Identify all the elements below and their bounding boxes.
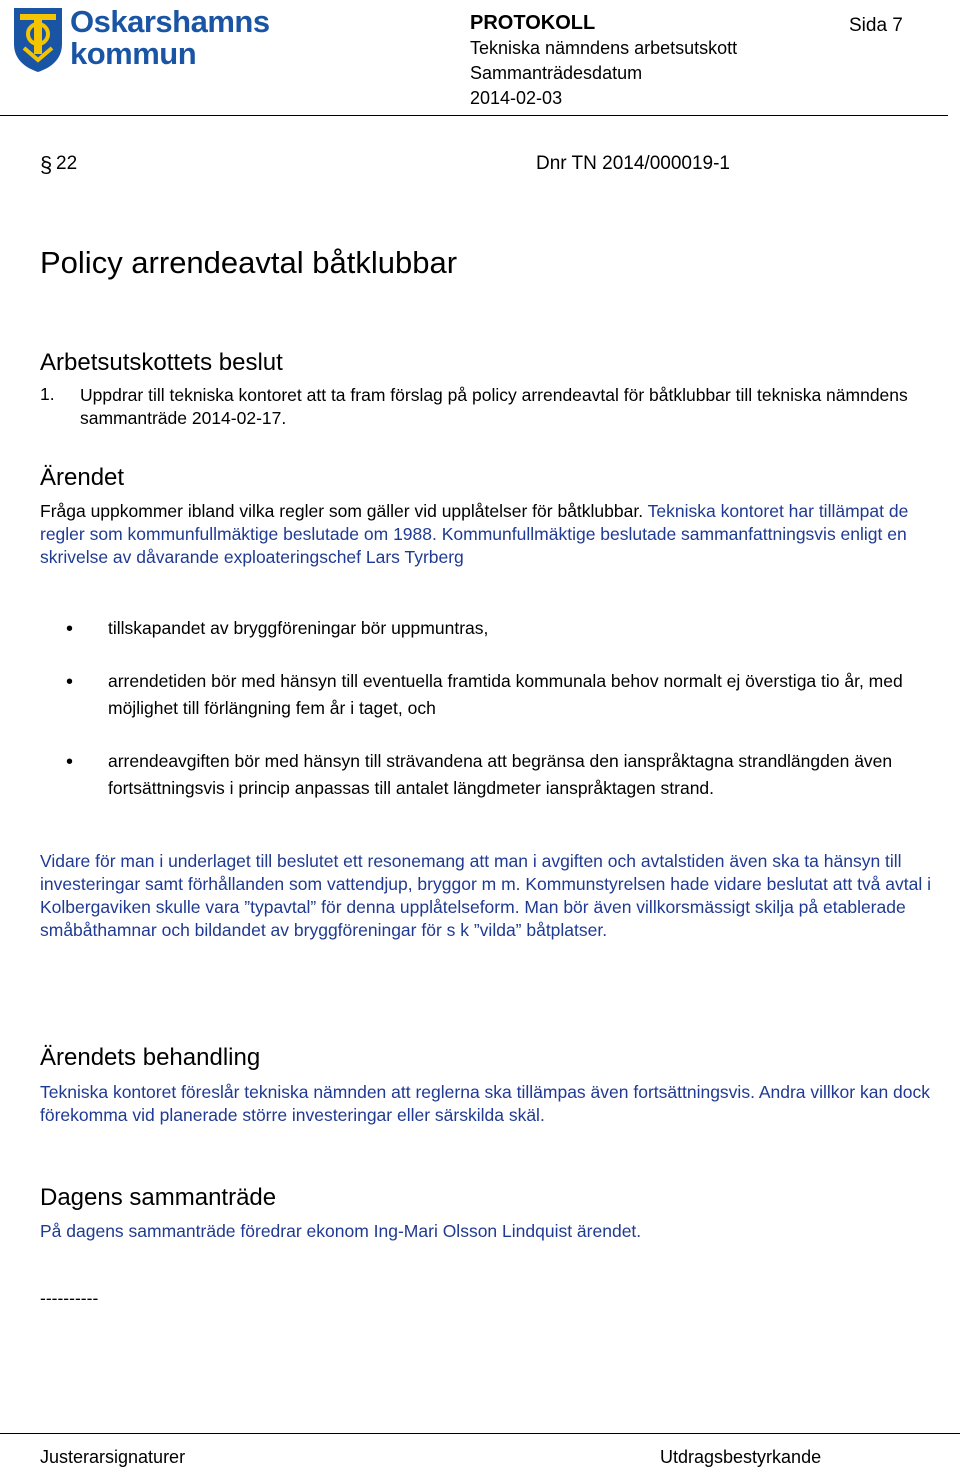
page-number: Sida 7 [849, 15, 903, 36]
footer-signatures: Justerarsignaturer [40, 1447, 186, 1467]
header-divider [0, 115, 948, 116]
date-label: Sammanträdesdatum [470, 63, 643, 83]
case-number: Dnr TN 2014/000019-1 [536, 153, 730, 174]
behandling-text: Tekniska kontoret föreslår tekniska nämnden att reglerna ska tillämpas även fortsättningsvis. Andra villkor kan dock förekomma vid planerade större investeringar eller särskilda skäl. [40, 1082, 931, 1125]
decision-item-number: 1. [40, 384, 55, 404]
footer-certification: Utdragsbestyrkande [660, 1447, 822, 1467]
bullet-3-dot: • [66, 751, 74, 773]
footer-divider [0, 1433, 960, 1434]
arendet-closing: Vidare för man i underlaget till beslutet ett resonemang att man i avgiften och avtalstiden även ska ta hänsyn till investeringar samt förhållanden som vattendjup, bryggor m m. Kommunstyrelsen hade vidare beslutat att två avtal i Kolbergaviken skulle vara ”typavtal” för denna upplåtelseform. Man bör även villkorsmässigt skilja på etablerade småbåthamnar och bildandet av bryggföreningar för s k ”vilda” båtplatser. [40, 851, 931, 940]
decision-item-text: Uppdrar till tekniska kontoret att ta fram förslag på policy arrendeavtal för båtklubbar till tekniska nämndens sammanträde 2014-02-17. [80, 385, 908, 428]
arendet-intro-part-3: Kommunfullmäktige beslutade sammanfattningsvis enligt en skrivelse av dåvarande exploateringschef Lars Tyrberg [40, 524, 907, 567]
behandling-heading: Ärendets behandling [40, 1044, 261, 1071]
bullet-1-dot: • [66, 618, 74, 640]
logo-wordmark [70, 6, 270, 70]
arendet-heading: Ärendet [40, 464, 125, 491]
arendet-intro-part-2: Tekniska kontoret har tillämpat de regler som kommunfullmäktige beslutade om 1988. [40, 501, 909, 544]
bullet-3-text: arrendeavgiften bör med hänsyn till strävandena att begränsa den ianspråktagna strandlängden även fortsättningsvis i princip anpassas till antalet längdmeter ianspråktagen strand. [108, 751, 893, 798]
separator: ---------- [40, 1288, 99, 1308]
arendet-intro-part-1: Fråga uppkommer ibland vilka regler som gäller vid upplåtelser för båtklubbar. [40, 501, 648, 521]
decision-heading: Arbetsutskottets beslut [40, 349, 283, 376]
logo-emblem [12, 4, 64, 74]
section-number: 22 [56, 153, 78, 174]
bullet-2-dot: • [66, 671, 74, 693]
logo-line-1: Oskarshamns [70, 4, 270, 39]
page-title: Policy arrendeavtal båtklubbar [40, 245, 458, 280]
committee-name: Tekniska nämndens arbetsutskott [470, 38, 738, 58]
logo-line-2: kommun [70, 36, 197, 71]
arendet-intro [40, 500, 940, 569]
dagens-heading: Dagens sammanträde [40, 1184, 277, 1211]
document-type: PROTOKOLL [470, 12, 596, 34]
dagens-text: På dagens sammanträde föredrar ekonom Ing-Mari Olsson Lindquist ärendet. [40, 1221, 642, 1241]
paragraph-sign: § [40, 152, 53, 177]
bullet-1-text: tillskapandet av bryggföreningar bör uppmuntras, [108, 618, 489, 638]
meeting-date: 2014-02-03 [470, 88, 563, 108]
bullet-2-text: arrendetiden bör med hänsyn till eventuella framtida kommunala behov normalt ej överstiga tio år, med möjlighet till förlängning fem år i taget, och [108, 671, 903, 718]
